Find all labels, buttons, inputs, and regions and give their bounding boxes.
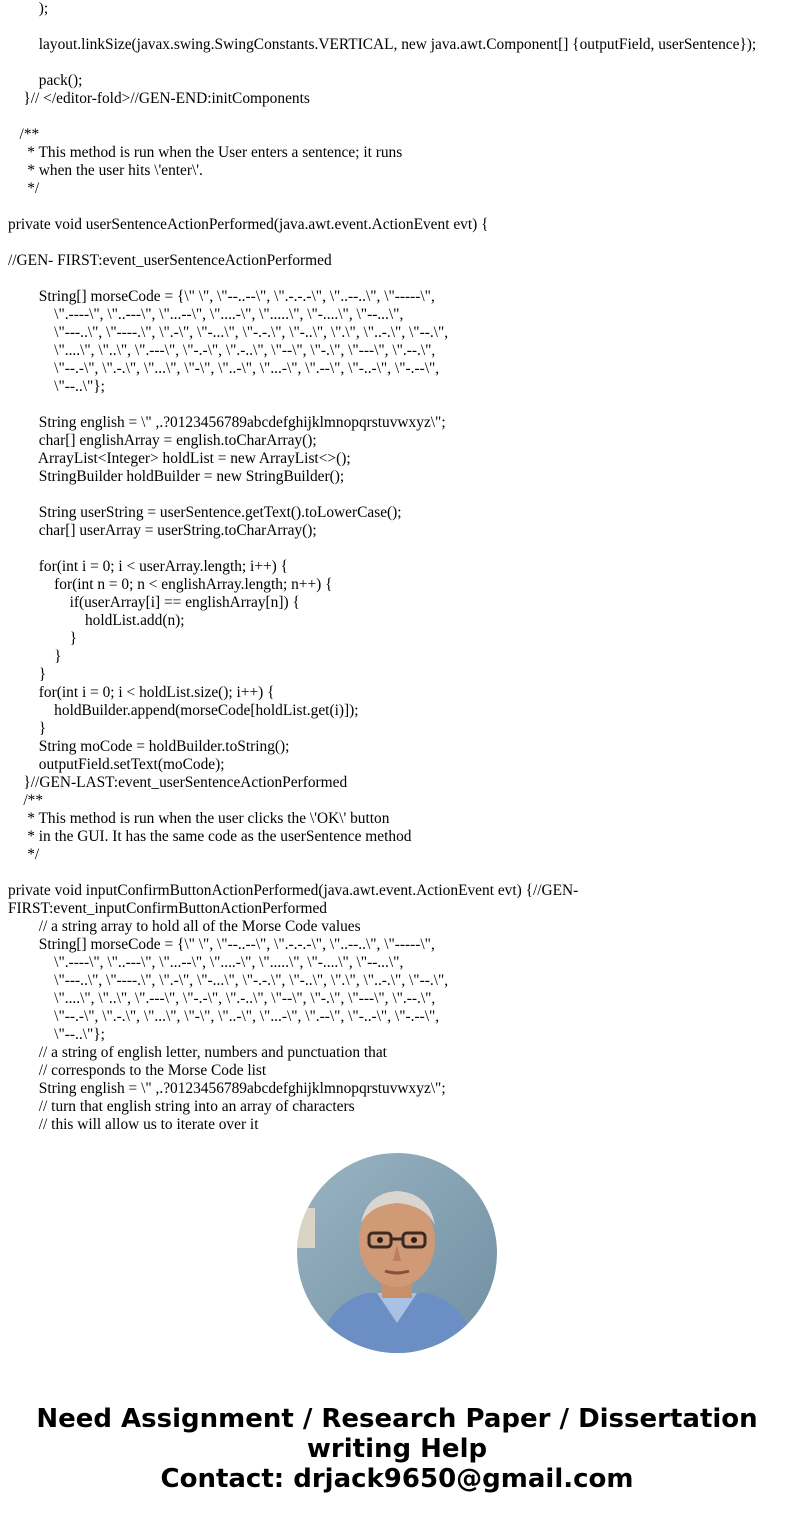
code-line: pack(); [8,72,83,89]
code-line: * in the GUI. It has the same code as the userSentence method [8,828,412,845]
code-line: \"---..\", \"----.\", \".-\", \"-...\", \"-.-.\", \"-..\", \".\", \"..-.\", \"--.\", [8,972,449,989]
code-line: StringBuilder holdBuilder = new StringBuilder(); [8,468,345,485]
code-line: String[] morseCode = {\" \", \"--..--\", \".-.-.-\", \"..--..\", \"-----\", [8,288,435,305]
author-avatar [297,1153,497,1353]
code-line: }//GEN-LAST:event_userSentenceActionPerformed [8,774,348,791]
code-line: holdList.add(n); [8,612,185,629]
code-line: } [8,666,47,683]
code-line: } [8,720,47,737]
code-line: private void userSentenceActionPerformed(java.awt.event.ActionEvent evt) { [8,216,489,233]
code-line: layout.linkSize(javax.swing.SwingConstants.VERTICAL, new java.awt.Component[] {outputField, userSentence}); [8,36,757,53]
code-line: /** [8,792,44,809]
code-line: // this will allow us to iterate over it [8,1116,259,1133]
promo-banner [0,1404,794,1494]
code-line: char[] userArray = userString.toCharArray(); [8,522,317,539]
code-line [8,864,792,882]
code-line: \"--.-\", \".-.\", \"...\", \"-\", \"..-\", \"...-\", \".--\", \"-..-\", \"-.--\", [8,1008,440,1025]
code-line [8,108,792,126]
code-line: char[] englishArray = english.toCharArray(); [8,432,317,449]
code-line: holdBuilder.append(morseCode[holdList.get(i)]); [8,702,359,719]
code-line: // corresponds to the Morse Code list [8,1062,267,1079]
promo-line-2: writing Help [306,1434,488,1464]
code-line: // turn that english string into an array of characters [8,1098,355,1115]
code-line: String english = \" ,.?0123456789abcdefghijklmnopqrstuvwxyz\"; [8,414,446,431]
code-line: private void inputConfirmButtonActionPerformed(java.awt.event.ActionEvent evt) {//GEN- [8,882,579,899]
code-line: \"--.-\", \".-.\", \"...\", \"-\", \"..-\", \"...-\", \".--\", \"-..-\", \"-.--\", [8,360,440,377]
code-listing [8,0,792,1134]
code-line: outputField.setText(moCode); [8,756,225,773]
code-line: }// </editor-fold>//GEN-END:initComponents [8,90,310,107]
promo-line-1: Need Assignment / Research Paper / Dissertation [36,1404,758,1434]
code-line: * when the user hits \'enter\'. [8,162,203,179]
code-line: FIRST:event_inputConfirmButtonActionPerformed [8,900,327,917]
code-line: \"---..\", \"----.\", \".-\", \"-...\", \"-.-.\", \"-..\", \".\", \"..-.\", \"--.\", [8,324,449,341]
code-line: \"....\", \"..\", \".---\", \"-.-\", \".-..\", \"--\", \"-.\", \"---\", \".--.\", [8,342,436,359]
code-line [8,18,792,36]
code-line: \"....\", \"..\", \".---\", \"-.-\", \".-..\", \"--\", \"-.\", \"---\", \".--.\", [8,990,436,1007]
code-line: // a string array to hold all of the Morse Code values [8,918,361,935]
code-line: ArrayList<Integer> holdList = new ArrayList<>(); [8,450,351,467]
code-line: for(int i = 0; i < userArray.length; i++) { [8,558,289,575]
code-line: String userString = userSentence.getText().toLowerCase(); [8,504,402,521]
code-line [8,234,792,252]
code-line [8,540,792,558]
code-line: \"--..\"}; [8,1026,105,1043]
code-line [8,396,792,414]
code-line: * This method is run when the user clicks the \'OK\' button [8,810,390,827]
code-line: String[] morseCode = {\" \", \"--..--\", \".-.-.-\", \"..--..\", \"-----\", [8,936,435,953]
code-line: \".----\", \"..---\", \"...--\", \"....-\", \".....\", \"-....\", \"--...\", [8,954,404,971]
code-line: \"--..\"}; [8,378,105,395]
code-line: */ [8,846,40,863]
code-line: //GEN- FIRST:event_userSentenceActionPerformed [8,252,332,269]
code-line: */ [8,180,40,197]
code-line [8,198,792,216]
code-line: } [8,630,77,647]
author-photo-icon [297,1153,497,1353]
code-line: if(userArray[i] == englishArray[n]) { [8,594,300,611]
code-line: ); [8,0,49,17]
promo-contact: Contact: drjack9650@gmail.com [160,1464,634,1494]
code-line: // a string of english letter, numbers and punctuation that [8,1044,387,1061]
code-line: for(int i = 0; i < holdList.size(); i++) { [8,684,275,701]
code-line: String english = \" ,.?0123456789abcdefghijklmnopqrstuvwxyz\"; [8,1080,446,1097]
code-line [8,486,792,504]
code-line: * This method is run when the User enters a sentence; it runs [8,144,403,161]
code-line: /** [8,126,40,143]
code-line: for(int n = 0; n < englishArray.length; n++) { [8,576,333,593]
code-line [8,270,792,288]
code-line [8,54,792,72]
code-line: String moCode = holdBuilder.toString(); [8,738,290,755]
code-line: } [8,648,62,665]
code-line: \".----\", \"..---\", \"...--\", \"....-\", \".....\", \"-....\", \"--...\", [8,306,404,323]
